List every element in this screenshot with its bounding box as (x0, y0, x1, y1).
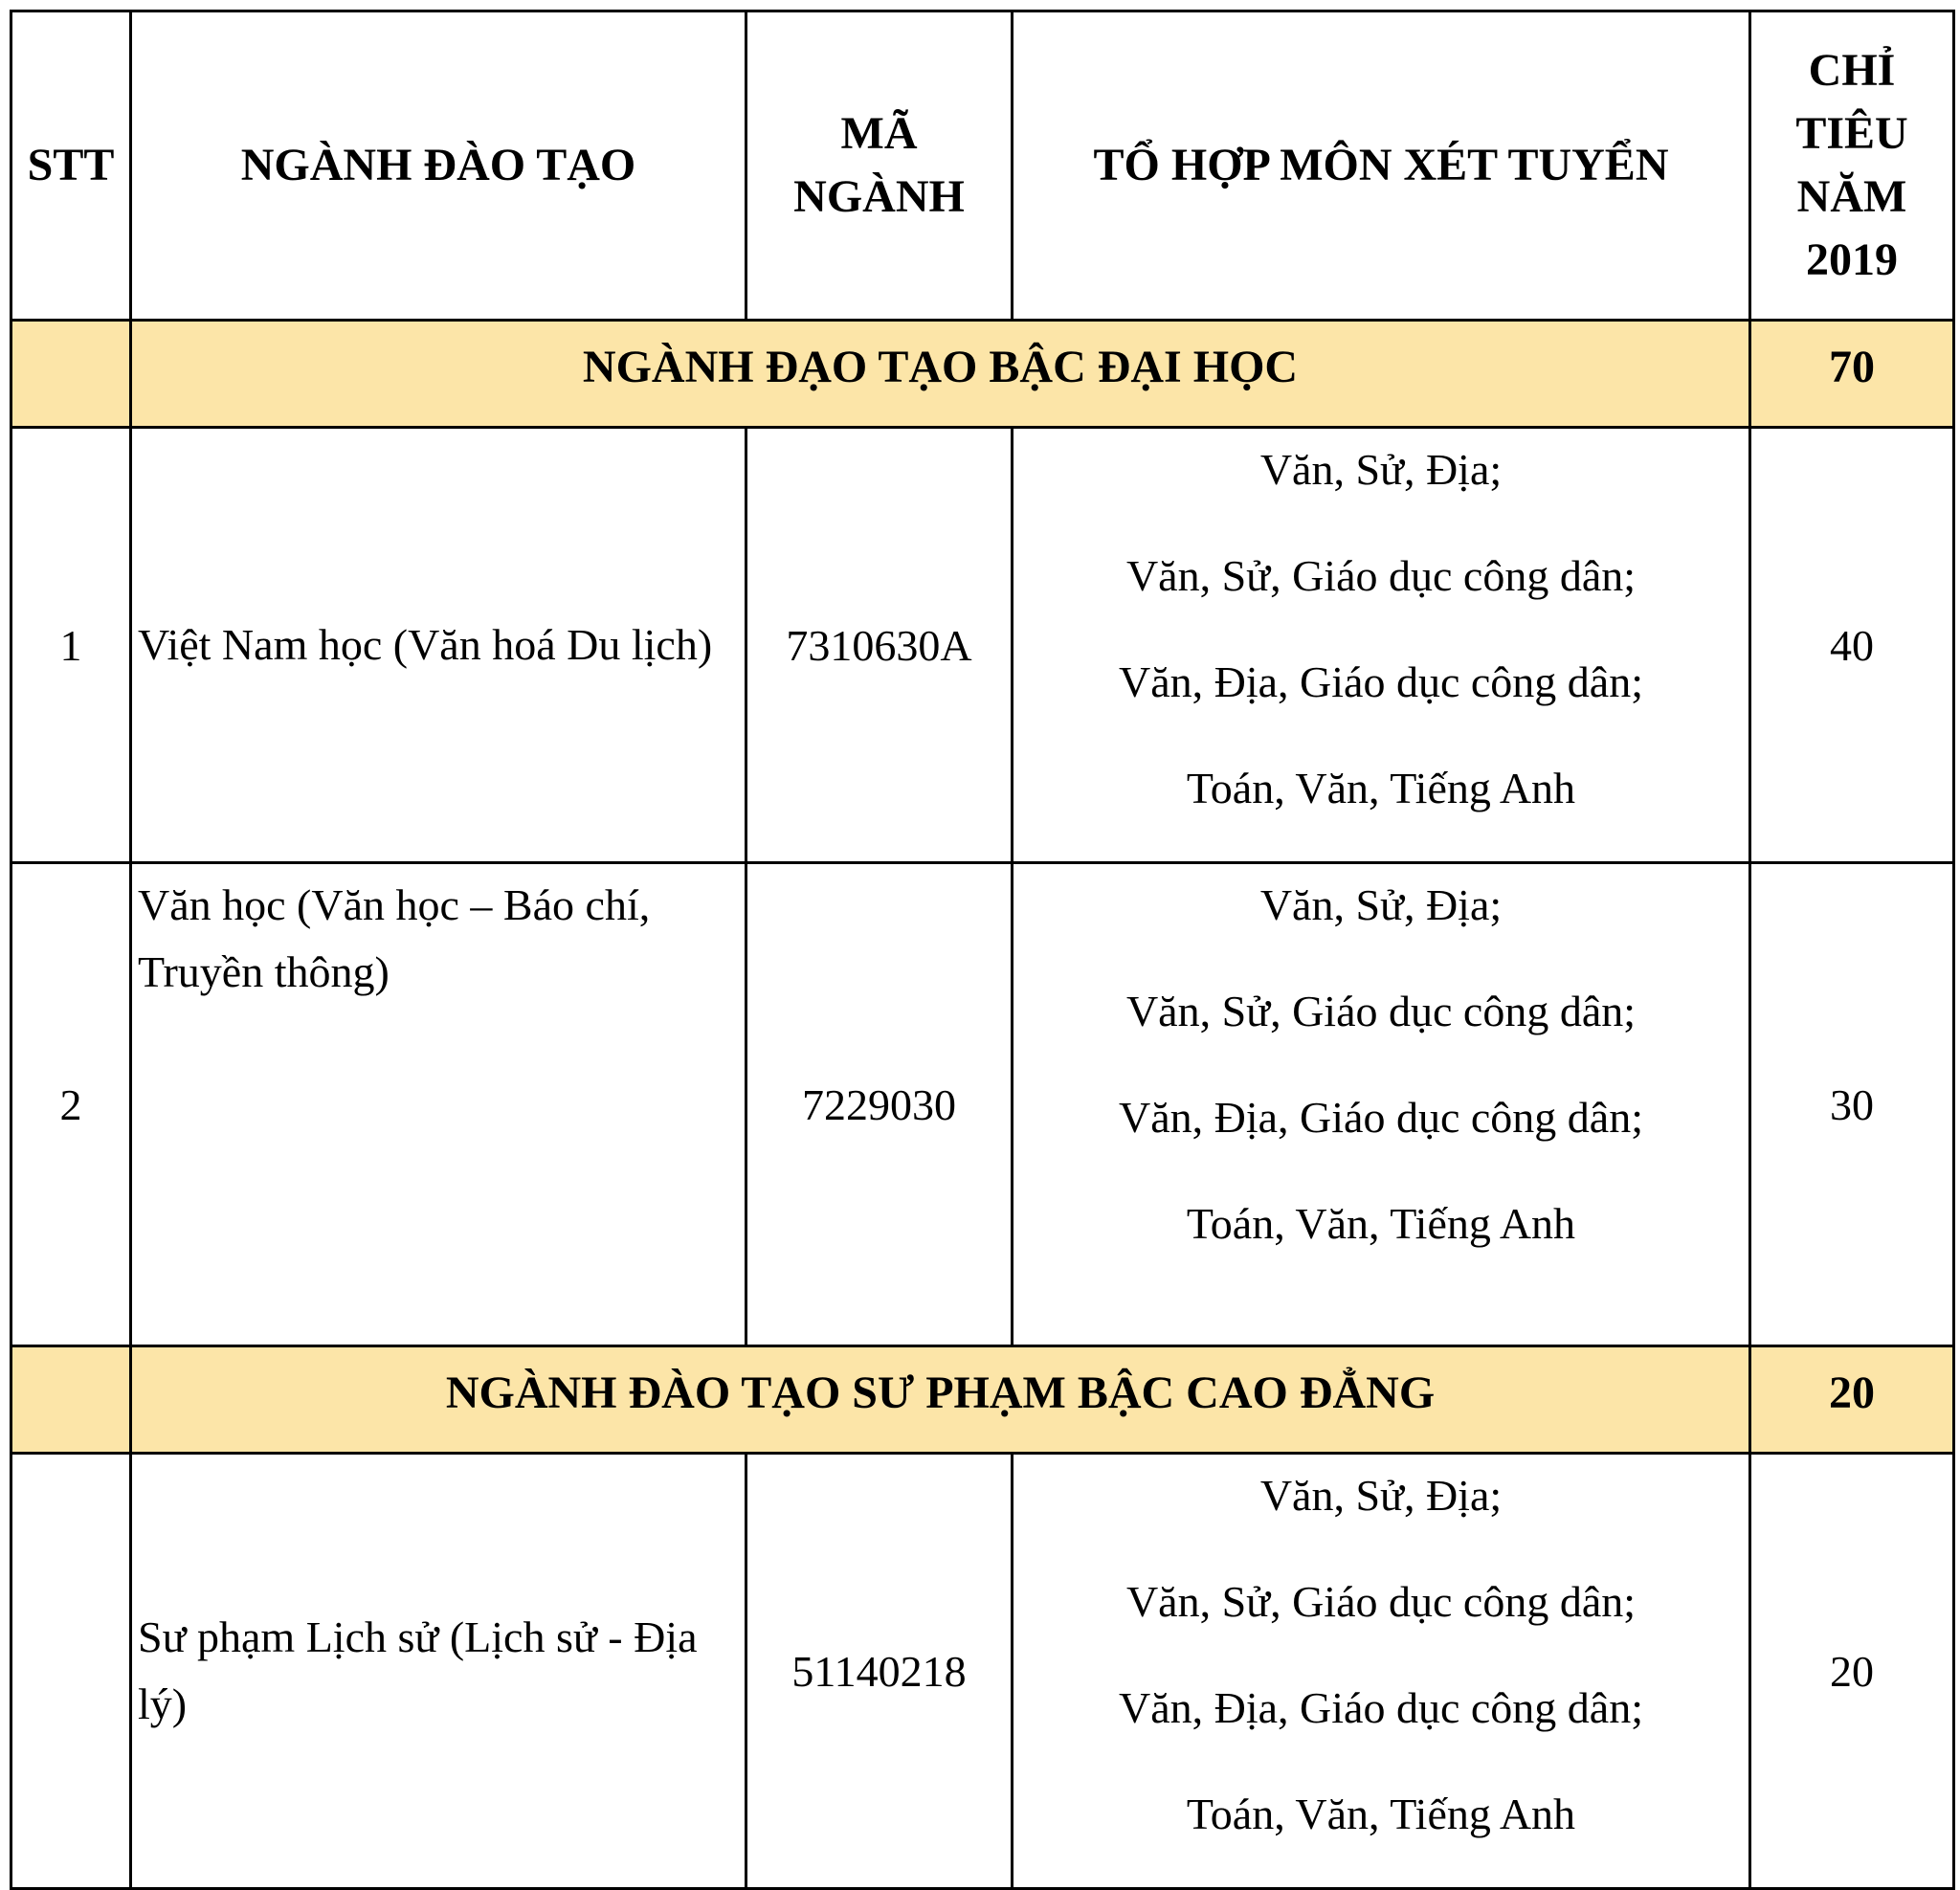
combo-item: Văn, Sử, Địa; (1259, 880, 1503, 929)
header-stt: STT (11, 11, 131, 321)
row-to-hop-list (1013, 428, 1750, 863)
header-row (11, 11, 1954, 321)
row-stt (11, 1454, 131, 1889)
table-row (11, 1454, 1954, 1889)
row-chi-tieu: 30 (1750, 863, 1954, 1346)
section-row-cao-dang (11, 1346, 1954, 1454)
combo-item: Văn, Địa, Giáo dục công dân; (1118, 1683, 1643, 1732)
table-row (11, 428, 1954, 863)
header-to-hop-mon: TỔ HỢP MÔN XÉT TUYỂN (1013, 11, 1750, 321)
header-ma-nganh-line1: MÃ (840, 108, 918, 159)
header-nganh-dao-tao: NGÀNH ĐÀO TẠO (131, 11, 746, 321)
admissions-table (10, 10, 1955, 1890)
header-chi-tieu-line4: 2019 (1806, 234, 1898, 285)
combo-item: Văn, Sử, Giáo dục công dân; (1125, 987, 1637, 1035)
combo-item: Văn, Địa, Giáo dục công dân; (1118, 657, 1643, 706)
row-stt: 2 (11, 863, 131, 1346)
combo-item: Văn, Sử, Giáo dục công dân; (1125, 551, 1637, 600)
combo-item: Toán, Văn, Tiếng Anh (1186, 764, 1576, 812)
row-ma-nganh: 51140218 (746, 1454, 1013, 1889)
section-row-dai-hoc (11, 321, 1954, 428)
table-row (11, 863, 1954, 1346)
header-chi-tieu (1750, 11, 1954, 321)
row-to-hop-list (1013, 863, 1750, 1346)
header-chi-tieu-line1: CHỈ (1808, 45, 1896, 96)
row-ma-nganh: 7310630A (746, 428, 1013, 863)
combo-item: Toán, Văn, Tiếng Anh (1186, 1199, 1576, 1248)
combo-item: Văn, Sử, Địa; (1259, 445, 1503, 494)
section-title: NGÀNH ĐẠO TẠO BẬC ĐẠI HỌC (131, 321, 1750, 428)
row-nganh-name: Sư phạm Lịch sử (Lịch sử - Địa lý) (131, 1454, 746, 1889)
section-empty-cell (11, 321, 131, 428)
section-total: 20 (1750, 1346, 1954, 1454)
section-title: NGÀNH ĐÀO TẠO SƯ PHẠM BẬC CAO ĐẲNG (131, 1346, 1750, 1454)
combo-item: Văn, Sử, Giáo dục công dân; (1125, 1577, 1637, 1626)
row-ma-nganh: 7229030 (746, 863, 1013, 1346)
row-chi-tieu: 20 (1750, 1454, 1954, 1889)
combo-item: Văn, Địa, Giáo dục công dân; (1118, 1093, 1643, 1142)
combo-item: Toán, Văn, Tiếng Anh (1186, 1790, 1576, 1838)
section-total: 70 (1750, 321, 1954, 428)
header-chi-tieu-line3: NĂM (1796, 171, 1907, 222)
header-chi-tieu-line2: TIÊU (1795, 108, 1908, 159)
row-to-hop-list (1013, 1454, 1750, 1889)
row-nganh-name: Việt Nam học (Văn hoá Du lịch) (131, 428, 746, 863)
row-chi-tieu: 40 (1750, 428, 1954, 863)
combo-item: Văn, Sử, Địa; (1259, 1471, 1503, 1520)
row-nganh-name: Văn học (Văn học – Báo chí, Truyền thông) (131, 863, 746, 1346)
header-ma-nganh (746, 11, 1013, 321)
section-empty-cell (11, 1346, 131, 1454)
row-stt: 1 (11, 428, 131, 863)
header-ma-nganh-line2: NGÀNH (793, 171, 965, 222)
